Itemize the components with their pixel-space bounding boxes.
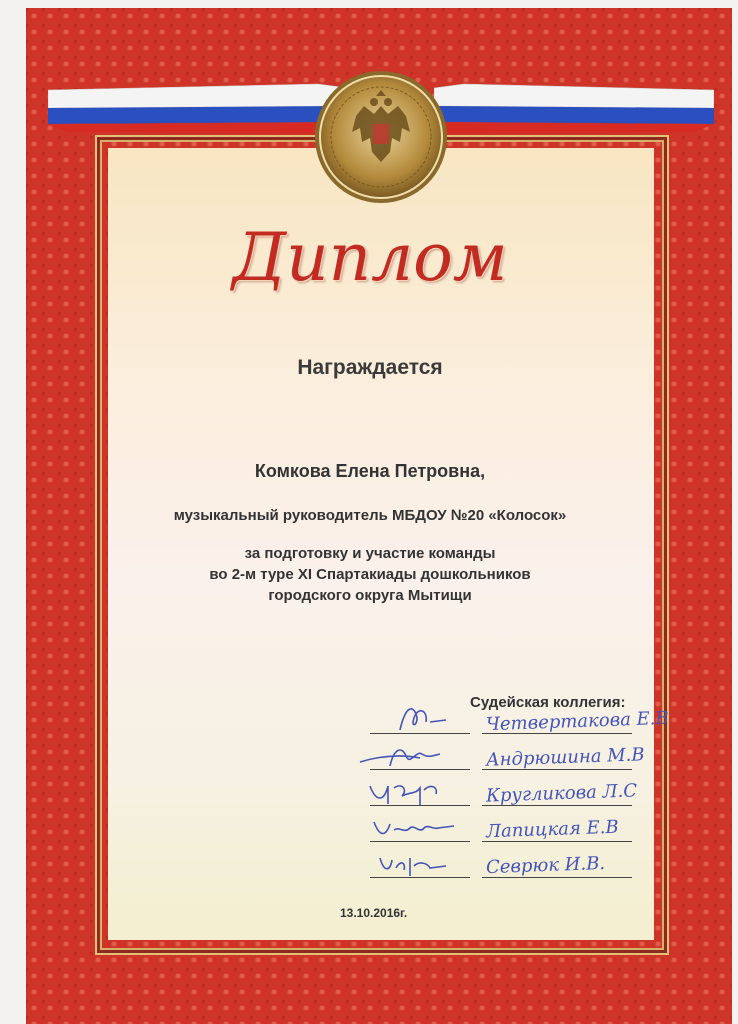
signature-line: [370, 805, 470, 806]
tricolor-ribbon-right: [434, 80, 714, 134]
jury-signature-row: [340, 848, 650, 884]
jury-signature-row: [340, 812, 650, 848]
handwritten-signature: [350, 808, 470, 848]
handwritten-signature: [350, 772, 470, 812]
jury-signature-row: [340, 704, 670, 740]
handwritten-signature: [350, 844, 470, 884]
handwritten-signature: [350, 736, 470, 776]
coat-of-arms-icon: [312, 66, 450, 208]
tricolor-ribbon-left: [48, 80, 348, 134]
reason-line: городского округа Мытищи: [268, 587, 472, 604]
signature-line: [370, 877, 470, 878]
handwritten-signature: [350, 700, 470, 740]
signature-line: [370, 769, 470, 770]
signature-line: [370, 841, 470, 842]
issue-date: 13.10.2016г.: [340, 906, 408, 920]
recipient-position: музыкальный руководитель МБДОУ №20 «Колосок»: [173, 507, 567, 524]
jury-heading: Судейская коллегия:: [470, 694, 626, 711]
signature-line: [370, 733, 470, 734]
recipient-name: Комкова Елена Петровна,: [254, 461, 486, 481]
jury-member-name: Лапицкая Е.В: [485, 816, 620, 843]
diploma-title: Диплом: [232, 219, 508, 296]
jury-member-name: Андрюшина М.В: [485, 744, 645, 771]
jury-member-name: Севрюк И.В.: [485, 852, 606, 879]
awarded-heading: Награждается: [297, 356, 443, 379]
jury-member-name: Кругликова Л.С: [485, 780, 638, 807]
jury-member-name: Четвертакова Е.В: [485, 707, 670, 736]
reason-line: во 2-м туре XI Спартакиады дошкольников: [209, 566, 531, 583]
reason-line: за подготовку и участие команды: [244, 545, 496, 562]
jury-signature-row: [340, 776, 650, 812]
jury-signature-row: [340, 740, 650, 776]
award-reason: [150, 543, 590, 606]
